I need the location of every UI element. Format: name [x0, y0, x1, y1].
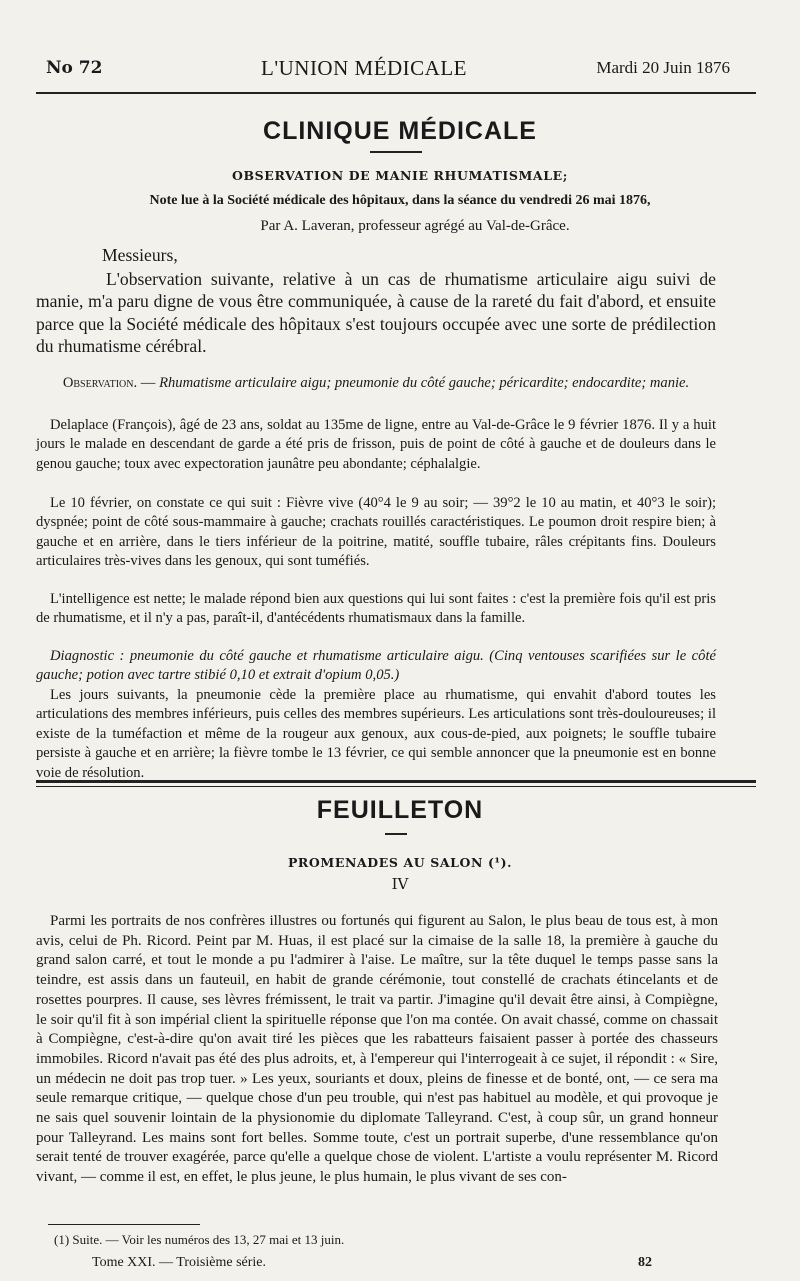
article-subtitle: OBSERVATION DE MANIE RHUMATISMALE; — [232, 168, 568, 183]
issue-date: Mardi 20 Juin 1876 — [596, 58, 730, 77]
feuilleton-text: Parmi les portraits de nos confrères illustres ou fortunés qui figurent au Salon, le plus beau de tous est, à mon avis, celui de Ph. Ricord. Peint par M. Huas, il est placé sur la cimaise de la salle 18, la première à gauche du grand salon carré, et tout le monde a pu l'admirer à l'aise. Le maître, sur la tête duquel le temps passe sans la teindre, est assis dans un fauteuil, en habit de grande cérémonie, tout constellé de crachats étincelants et de rosettes pourpres. Il cause, ses lèvres frémissent, le trait va partir. J'imagine qu'il devait être ainsi, à Compiègne, le soir qu'il fit à son impérial client la spirituelle réponse que l'on ma contée. On avait chassé, comme on chassait à Compiègne, c'est-à-dire qu'on avait tiré les pièces que les rabatteurs faisaient passer à portée des chasseurs immobiles. Ricord n'avait pas été des plus adroits, et, à l'empereur qui l'interrogeait à ce sujet, il répondit : « Sire, un médecin ne doit pas trop tuer. » Les yeux, souriants et doux, pleins de finesse et de bonté, ont, — ce sera ma seule remarque critique, — quelque chose d'un peu trouble, qui n'est pas habituel au modèle, et qui provoque je ne sais quel souvenir lointain de la physionomie du diplomate Talleyrand. C'est, à coup sûr, un grand honneur pour Talleyrand. Les mains sont fort belles. Somme toute, c'est un portrait superbe, d'une ressemblance qu'on serait tenté de trouver exagérée, parce qu'elle a quelque chose de violent. L'artiste a voulu représenter M. Ricord vivant, — comme il est, en effet, le plus jeune, le plus humain, le plus vivant de ses con- — [36, 913, 718, 1186]
section-divider — [36, 780, 756, 783]
salutation: Messieurs, — [102, 245, 178, 265]
section-title-clinique: CLINIQUE MÉDICALE — [263, 117, 537, 145]
paragraph-1: Delaplace (François), âgé de 23 ans, soldat au 135me de ligne, entre au Val-de-Grâce le 9 février 1876. Il y a huit jours le malade en descendant de garde a été pris de frisson, puis de point de côté à gauche et de douleurs dans le genou gauche; toux avec expectoration jaunâtre peu abondante; céphalalgie. — [36, 417, 716, 472]
title-rule — [370, 151, 422, 153]
intro-paragraph: L'observation suivante, relative à un cas de rhumatisme articulaire aigu suivi de manie, m'a paru digne de vous être communiquée, à cause de la rareté du fait d'abord, et ensuite parce que la Société médicale des hôpitaux s'est toujours occupée avec une sorte de prédilection du rhumatisme cérébral. — [36, 269, 716, 357]
section-divider-thin — [36, 786, 756, 787]
journal-title: L'UNION MÉDICALE — [261, 56, 468, 80]
feuilleton-part: IV — [391, 875, 409, 893]
header-rule — [36, 92, 756, 94]
footnote-rule — [48, 1224, 200, 1225]
observation-label: Observation. — — [62, 375, 156, 391]
footnote: (1) Suite. — Voir les numéros des 13, 27 mai et 13 juin. — [54, 1232, 345, 1247]
issue-number: No 72 — [46, 58, 103, 78]
paragraph-5: Les jours suivants, la pneumonie cède la première place au rhumatisme, qui envahit d'abord toutes les articulations des membres inférieurs, puis celles des membres supérieurs. Les articulations sont très-douloureuses; il existe de la tuméfaction et même de la rougeur aux genoux, aux cous-de-pied, aux poignets; le souffle tubaire persiste à gauche et en arrière; la fièvre tombe le 13 février, ce qui semble annoncer que la pneumonie est en bonne voie de résolution. — [36, 687, 716, 781]
feuilleton-subtitle: PROMENADES AU SALON (¹). — [287, 855, 513, 870]
paragraph-4-diagnostic: Diagnostic : pneumonie du côté gauche et rhumatisme articulaire aigu. (Cinq ventouses scarifiées sur le côté gauche; potion avec tartre stibié 0,10 et extrait d'opium 0,05.) — [36, 648, 716, 684]
tome-series — [92, 1255, 266, 1271]
tome-label: Tome XXI. — Troisième série. — [92, 1255, 267, 1270]
page-number: 82 — [638, 1255, 652, 1270]
paragraph-3: L'intelligence est nette; le malade répond bien aux questions qui lui sont faites : c'est la première fois qu'il est pris de rhumatisme, et il n'y a pas, paraît-il, d'antécédents rhumatismaux dans la famille. — [36, 591, 716, 627]
section-title-feuilleton: FEUILLETON — [316, 796, 484, 824]
observation-heading — [36, 374, 716, 393]
paragraph-2: Le 10 février, on constate ce qui suit : Fièvre vive (40°4 le 9 au soir; — 39°2 le 10 au matin, et 40°3 le soir); dyspnée; point de côté sous-mammaire à gauche; crachats rouillés caractéristiques. Le poumon droit respire bien; à gauche et en arrière, dans le tiers inférieur de la poitrine, matité, souffle tubaire, râles crépitants fins. Douleurs articulaires très-vives dans les genoux, qui sont tuméfiés. — [36, 495, 716, 570]
article-author: Par A. Laveran, professeur agrégé au Val-de-Grâce. — [260, 218, 570, 234]
feuilleton-rule — [385, 833, 407, 835]
observation-title: Rhumatisme articulaire aigu; pneumonie du côté gauche; péricardite; endocardite; manie. — [159, 375, 690, 391]
article-note: Note lue à la Société médicale des hôpitaux, dans la séance du vendredi 26 mai 1876, — [149, 193, 651, 208]
page-header — [46, 56, 730, 84]
